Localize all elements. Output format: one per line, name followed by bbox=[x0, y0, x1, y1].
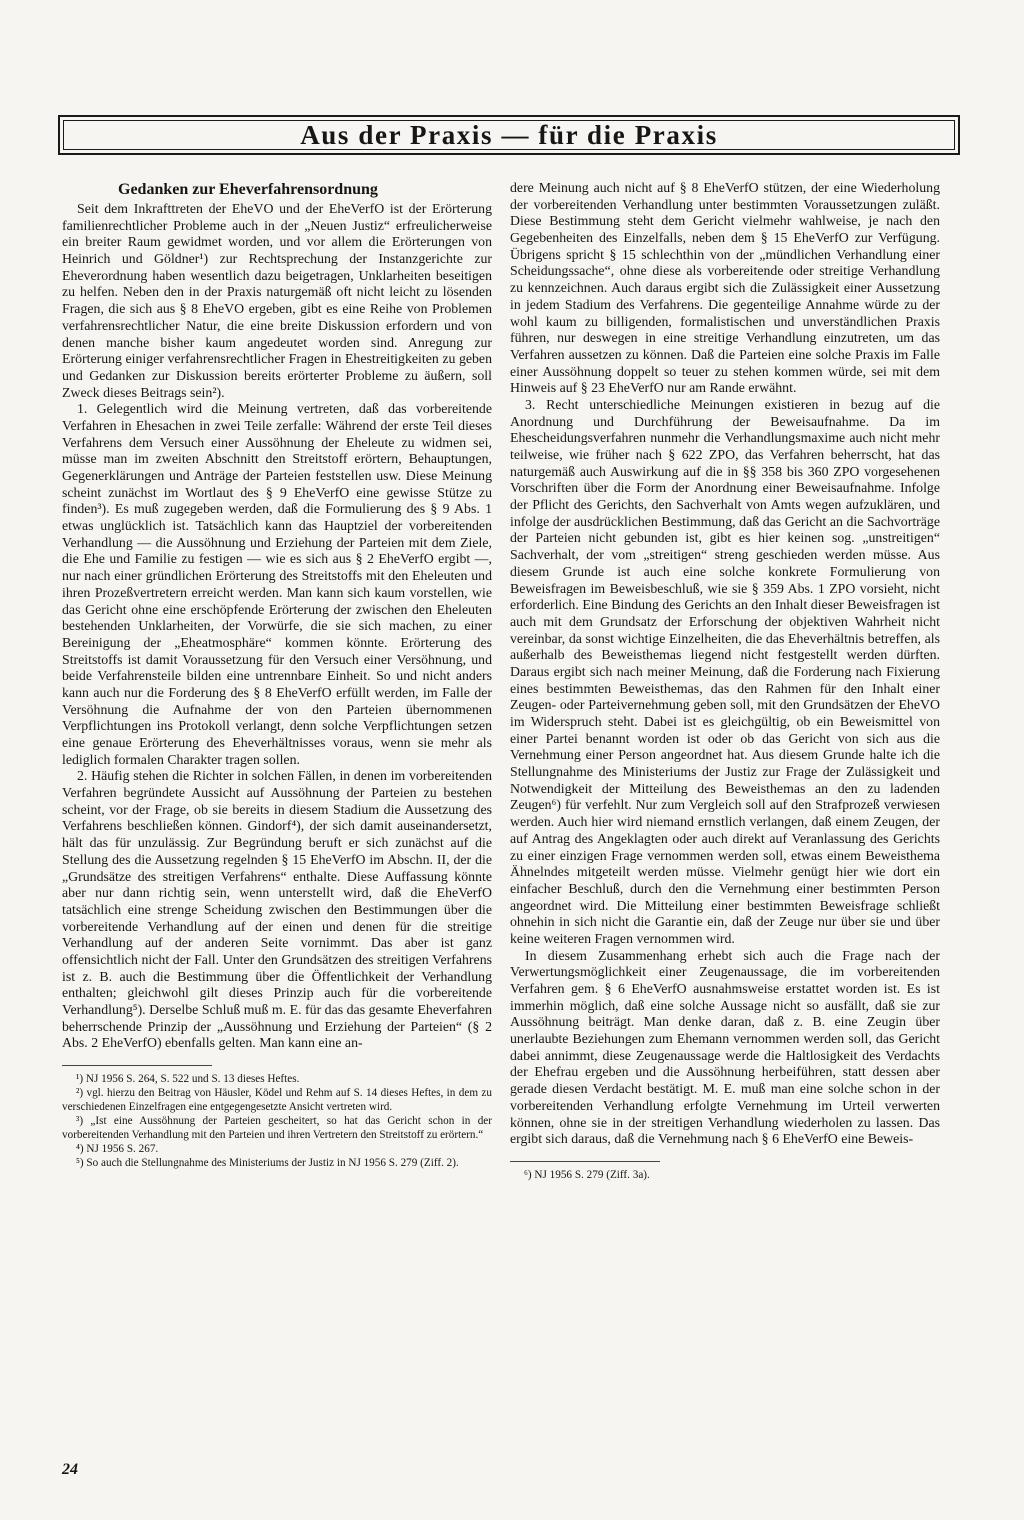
paragraph: Seit dem Inkrafttreten der EheVO und der EheVerfO ist der Erörterung familienrechtlicher Probleme auch in der „Neuen Justiz“ erfreulicherweise ein breiter Raum gewidmet worden, und vor allem die Erörterungen von Heinrich und Göldner¹) zur Rechtsprechung der Instanzgerichte zur Eheverordnung haben wesentlich dazu beigetragen, Unklarheiten beseitigen zu helfen. Neben den in der Praxis naturgemäß oft nicht leicht zu lösenden Fragen, die sich aus § 8 EheVO ergeben, gibt es eine Reihe von Problemen verfahrensrechtlicher Natur, die eine breite Diskussion erfordern und von denen manche bisher kaum angedeutet worden sind. Anregung zur Erörterung einiger verfahrensrechtlicher Fragen in Ehestreitigkeiten zu geben und Gedanken zur Diskussion bereits erörterter Probleme zu äußern, soll Zweck dieses Beitrags sein²). bbox=[62, 201, 492, 400]
footnote: ²) vgl. hierzu den Beitrag von Häusler, Ködel und Rehm auf S. 14 dieses Heftes, in dem zu verschiedenen Einzelfragen eine entgegengesetzte Ansicht vertreten wird. bbox=[62, 1087, 492, 1114]
footnote-divider bbox=[62, 1065, 212, 1066]
footnotes bbox=[510, 1161, 940, 1182]
article-title: Gedanken zur Eheverfahrensordnung bbox=[118, 181, 378, 198]
paragraph: In diesem Zusammenhang erhebt sich auch die Frage nach der Verwertungsmöglichkeit einer Zeugenaussage, die im vorbereitenden Verfahren gem. § 6 EheVerfO ausnahmsweise erstattet worden ist. Es ist immerhin möglich, daß eine solche Aussage nicht so ausfällt, daß sie zur Aussöhnung beiträgt. Man denke daran, daß z. B. eine Zeugin über unerlaubte Beziehungen zum Ehemann vernommen werden soll, das Gericht dabei annimmt, diese Zeugenaussage werde die Haltlosigkeit des Verdachts der Ehefrau ergeben und die Aussöhnung herbeiführen, statt dessen aber gerade diesen Verdacht bestätigt. M. E. muß man eine solche schon in der vorbereitenden Verhandlung erfolgte Vernehmung im Urteil verwerten können, ohne sie in der streitigen Verhandlung wiederholen zu lassen. Das ergibt sich daraus, daß die Vernehmung nach § 6 EheVerfO eine Beweis- bbox=[510, 947, 940, 1147]
footnote-divider bbox=[510, 1161, 660, 1162]
right-column bbox=[510, 180, 940, 1182]
footnote: ¹) NJ 1956 S. 264, S. 522 und S. 13 dieses Heftes. bbox=[76, 1073, 300, 1086]
paragraph: 3. Recht unterschiedliche Meinungen existieren in bezug auf die Anordnung und Durchführung der Beweisaufnahme. Da im Ehescheidungsverfahren nunmehr die Verhandlungsmaxime auch nicht mehr teilweise, wie früher nach § 622 ZPO, das Verfahren beherrscht, hat das naturgemäß auch Auswirkung auf die in §§ 358 bis 360 ZPO vorgesehenen Vorschriften über die Form der Anordnung einer Beweisaufnahme. Infolge der Pflicht des Gerichts, den Sachverhalt von Amts wegen aufzuklären, und infolge der ausdrücklichen Bestimmung, daß das Gericht an die Sachvorträge der Parteien nicht gebunden ist, gibt es hier keinen sog. „unstreitigen“ Sachverhalt, der vom „streitigen“ streng geschieden werden müsse. Aus diesem Grunde ist auch eine solche konkrete Formulierung von Beweisfragen im Beweisbeschluß, wie sie § 359 Abs. 1 ZPO vorsieht, nicht erforderlich. Eine Bindung des Gerichts an den Inhalt dieser Beweisfragen ist auch mit dem Grundsatz der Erforschung der objektiven Wahrheit nicht vereinbar, da sonst wichtige Einzelheiten, die das Eheverhältnis betreffen, als außerhalb des Beweisthemas liegend nicht festgestellt werden dürften. Daraus ergibt sich nach meiner Meinung, daß die Forderung nach Fixierung eines bestimmten Beweisthemas, das den Rahmen für den Inhalt einer Zeugen- oder Parteivernehmung geben soll, mit den Grundsätzen der EheVO im Widerspruch steht. Dabei ist es gleichgültig, ob ein Beweismittel von einer Partei benannt worden ist oder ob das Gericht von sich aus die Vernehmung einer Person angeordnet hat. Aus diesem Grunde halte ich die Stellungnahme des Ministeriums der Justiz zur Frage der Zulässigkeit und Notwendigkeit der Mitteilung des Beweisthemas an den zu ladenden Zeugen⁶) für verfehlt. Nur zum Vergleich soll auf den Strafprozeß verwiesen werden. Auch hier wird niemand ernstlich verlangen, daß einem Zeugen, der auf Antrag des Angeklagten oder auch direkt auf Veranlassung des Gerichts zu einer einzigen Frage vernommen werden soll, etwas einem Beweisthema Ähnelndes mitgeteilt werden müsse. Vielmehr genügt hier wie dort ein einfacher Beschluß, durch den die Vernehmung einer bestimmten Person angeordnet wird. Die Mitteilung einer bestimmten Beweisfrage schließt ohnehin in sich nicht die Garantie ein, daß der Zeuge nur über sie und über keine weiteren Fragen vernommen wird. bbox=[510, 396, 940, 946]
paragraph: 2. Häufig stehen die Richter in solchen Fällen, in denen im vorbereitenden Verfahren begründete Aussicht auf Aussöhnung der Parteien zu bestehen scheint, vor der Frage, ob sie bereits in diesem Stadium die Aussetzung des Verfahrens beschließen können. Gindorf⁴), der sich damit auseinandersetzt, hält das für unzulässig. Zur Begründung beruft er sich zunächst auf die Stellung des die Aussetzung regelnden § 15 EheVerfO im Abschn. II, der die „Grundsätze des streitigen Verfahrens“ enthalte. Diese Auffassung könnte aber nur dann richtig sein, wenn unterstellt wird, daß die EheVerfO tatsächlich eine strenge Scheidung zwischen den Bestimmungen über die vorbereitende Verhandlung auf der einen und denen für die streitige Verhandlung auf der anderen Seite vornimmt. Das aber ist ganz offensichtlich nicht der Fall. Unter den Grundsätzen des streitigen Verfahrens ist z. B. auch die Bestimmung über die Öffentlichkeit der Verhandlung enthalten; gleichwohl gilt dieses Prinzip auch für die vorbereitende Verhandlung⁵). Derselbe Schluß muß m. E. für das das gesamte Eheverfahren beherrschende Prinzip der „Aussöhnung und Erziehung der Parteien“ (§ 2 Abs. 2 EheVerfO) ebenfalls gelten. Man kann eine an- bbox=[62, 768, 492, 1051]
footnote: ⁵) So auch die Stellungnahme des Ministeriums der Justiz in NJ 1956 S. 279 (Ziff. 2). bbox=[76, 1157, 459, 1170]
section-title: Aus der Praxis — für die Praxis bbox=[63, 120, 955, 150]
paragraph: dere Meinung auch nicht auf § 8 EheVerfO stützen, der eine Wiederholung der vorbereitenden Verhandlung unter bestimmten Voraussetzungen zuläßt. Diese Bestimmung steht dem Gericht vielmehr wahlweise, je nach den Gegebenheiten des Einzelfalls, neben dem § 15 EheVerfO zur Verfügung. Übrigens spricht § 15 schlechthin von der „mündlichen Verhandlung einer Scheidungssache“, ohne diese als vorbereitende oder streitige Verhandlung zu kennzeichnen. Auch daraus ergibt sich die Zulässigkeit einer Aussetzung in jedem Stadium des Verfahrens. Die gegenteilige Annahme würde zu der wohl kaum zu billigenden, formalistischen und unverständlichen Praxis führen, nur deswegen in eine streitige Verhandlung einzutreten, um das Verfahren aussetzen zu können. Daß die Parteien eine solche Praxis im Falle einer Aussöhnung doppelt so teuer zu stehen kommen würde, sei mit dem Hinweis auf § 23 EheVerfO nur am Rande erwähnt. bbox=[510, 180, 940, 396]
footnote: ⁴) NJ 1956 S. 267. bbox=[76, 1143, 159, 1156]
paragraph: 1. Gelegentlich wird die Meinung vertreten, daß das vorbereitende Verfahren in Ehesachen in zwei Teile zerfalle: Während der erste Teil dieses Verfahrens dem Versuch einer Aussöhnung der Eheleute zu widmen sei, müsse man im zweiten Abschnitt den Streitstoff erörtern, Behauptungen, Gegenerklärungen und Anträge der Parteien feststellen usw. Diese Meinung scheint zunächst im Wortlaut des § 9 EheVerfO eine gewisse Stütze zu finden³). Es muß zugegeben werden, daß die Formulierung des § 9 Abs. 1 etwas unglücklich ist. Tatsächlich kann das Hauptziel der vorbereitenden Verhandlung — die Aussöhnung und Erziehung der Parteien mit dem Ziele, die Ehe und Familie zu festigen — wie es sich aus § 2 EheVerfO ergibt —, nur nach einer gründlichen Erörterung des Streitstoffs mit den Eheleuten und ihren Prozeßvertretern erreicht werden. Man kann sich kaum vorstellen, wie das Gericht ohne eine erschöpfende Erörterung der zwischen den Eheleuten bestehenden Unklarheiten, der Vorwürfe, die sie sich machen, zu einer Bereinigung der „Eheatmosphäre“ kommen könnte. Erörterung des Streitstoffs ist damit Voraussetzung für den Versuch einer Versöhnung, und beide Verfahrensteile bilden eine untrennbare Einheit. So und nicht anders kann auch nur die Forderung des § 8 EheVerfO erfüllt werden, im Falle der Versöhnung die Aufnahme der von den Parteien übernommenen Verpflichtungen ins Protokoll verlangt, denn solche Verpflichtungen setzen eine genaue Erörterung des Eheverhältnisses voraus, wenn sie mehr als lediglich formalen Charakter tragen sollen. bbox=[62, 401, 492, 767]
page-number: 24 bbox=[62, 1461, 78, 1478]
footnote: ³) „Ist eine Aussöhnung der Parteien gescheitert, so hat das Gericht schon in der vorbereitenden Verhandlung mit den Parteien und ihren Vertretern den Streitstoff zu erörtern.“ bbox=[62, 1115, 492, 1142]
footnote: ⁶) NJ 1956 S. 279 (Ziff. 3a). bbox=[524, 1168, 650, 1181]
left-column bbox=[62, 180, 492, 1170]
footnotes bbox=[62, 1065, 492, 1170]
section-banner bbox=[58, 115, 960, 155]
